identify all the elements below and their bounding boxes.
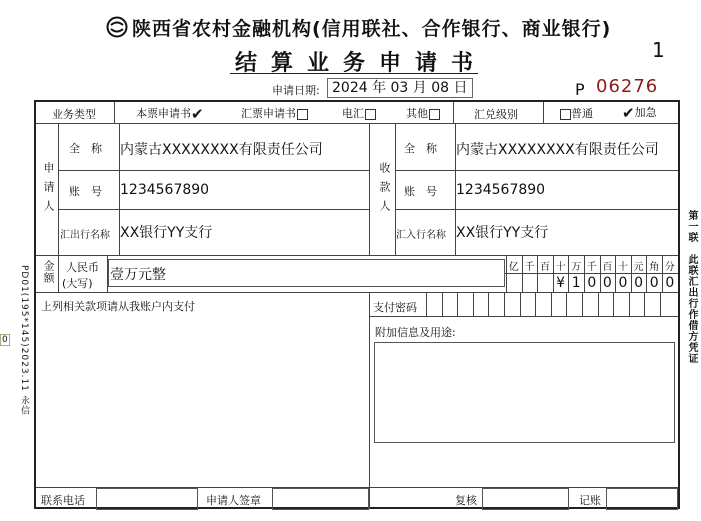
option-urgent[interactable]: ✔加急: [622, 104, 657, 122]
extra-info-label: 附加信息及用途:: [375, 326, 456, 339]
password-cell-divider: [629, 292, 630, 316]
password-cell-divider: [473, 292, 474, 316]
amount-unit-label: 亿: [508, 262, 519, 273]
checkmark-icon: ✔: [191, 105, 204, 123]
review-field[interactable]: [482, 488, 569, 510]
password-cell-divider: [457, 292, 458, 316]
amount-unit-label: 百: [539, 262, 550, 273]
applicant-side-label: 申请人: [42, 162, 55, 219]
contact-phone-field[interactable]: [96, 488, 198, 510]
password-cell-divider: [504, 292, 505, 316]
receive-bank-label: 汇入行名称: [396, 230, 446, 241]
amount-in-words: 壹万元整: [110, 267, 166, 283]
amount-unit-label: 分: [664, 262, 675, 273]
checkmark-icon: ✔: [622, 104, 635, 122]
applicant-name-label: 全 称: [69, 142, 102, 155]
password-cell-divider: [644, 292, 645, 316]
password-cell-divider: [426, 292, 427, 316]
amount-digit[interactable]: 0: [587, 275, 597, 291]
amount-unit-label: 十: [555, 262, 566, 273]
print-code: PD01(195*145)2023.11 永信: [19, 265, 29, 416]
copy-number: 1: [652, 38, 665, 62]
password-cell-divider: [551, 292, 552, 316]
serial-prefix: P: [575, 80, 585, 99]
amount-digit[interactable]: 0: [649, 275, 659, 291]
applicant-account-label: 账 号: [69, 185, 102, 198]
payee-account-label: 账 号: [404, 185, 437, 198]
remit-bank[interactable]: XX银行YY支行: [120, 225, 213, 241]
payee-account[interactable]: 1234567890: [456, 182, 546, 198]
application-form: [34, 100, 680, 509]
password-cell-divider: [520, 292, 521, 316]
apply-date-label: 申请日期:: [272, 84, 320, 97]
amount-unit-label: 元: [633, 262, 644, 273]
serial-number: 06276: [596, 76, 659, 97]
checkbox-icon: [429, 109, 440, 120]
title-underline: [230, 73, 478, 74]
amount-digit[interactable]: 0: [602, 275, 612, 291]
applicant-signature-label: 申请人签章: [206, 494, 261, 507]
receive-bank[interactable]: XX银行YY支行: [456, 225, 549, 241]
amount-digit[interactable]: 1: [571, 275, 581, 291]
password-cell-divider: [535, 292, 536, 316]
copy-purpose-note: 第一联 此联汇出行作借方凭证: [686, 210, 697, 364]
option-other[interactable]: 其他: [406, 105, 440, 121]
amount-unit-label: 百: [602, 262, 613, 273]
contact-phone-label: 联系电话: [41, 494, 85, 507]
org-title: 陕西省农村金融机构(信用联社、合作银行、商业银行): [132, 18, 612, 40]
applicant-signature-field[interactable]: [272, 488, 369, 510]
amount-unit-label: 千: [524, 262, 535, 273]
checkbox-icon: [365, 109, 376, 120]
amount-unit-label: 十: [617, 262, 628, 273]
password-cell-divider: [442, 292, 443, 316]
pay-from-account-note: 上列相关款项请从我账户内支付: [41, 300, 195, 313]
bookkeep-field[interactable]: [606, 488, 678, 510]
password-cell-divider: [660, 292, 661, 316]
remit-level-label: 汇兑级别: [474, 108, 518, 121]
remit-bank-label: 汇出行名称: [60, 230, 110, 241]
business-type-label: 业务类型: [52, 108, 96, 121]
password-cell-divider: [488, 292, 489, 316]
password-cell-divider: [582, 292, 583, 316]
amount-words-box[interactable]: [108, 259, 505, 287]
option-promissory-note[interactable]: 本票申请书✔: [136, 105, 204, 123]
review-label: 复核: [455, 494, 477, 507]
amount-label: 金额: [42, 260, 55, 284]
currency-label: 人民币: [66, 261, 99, 274]
form-title: 结算业务申请书: [235, 51, 488, 76]
checkbox-icon: [560, 109, 571, 120]
amount-digit[interactable]: 0: [634, 275, 644, 291]
amount-unit-label: 角: [649, 262, 660, 273]
amount-digit[interactable]: ¥: [556, 275, 566, 291]
upper-case-label: (大写): [62, 277, 93, 290]
amount-unit-label: 万: [571, 262, 582, 273]
amount-digit[interactable]: 0: [618, 275, 628, 291]
pay-password-label: 支付密码: [373, 301, 417, 314]
applicant-account[interactable]: 1234567890: [120, 182, 210, 198]
payee-name-label: 全 称: [404, 142, 437, 155]
payee-side-label: 收款人: [378, 162, 391, 219]
bank-logo-icon: [106, 16, 128, 38]
password-cell-divider: [613, 292, 614, 316]
amount-unit-label: 千: [586, 262, 597, 273]
amount-digit[interactable]: 0: [665, 275, 675, 291]
extra-info-box[interactable]: [374, 342, 675, 443]
option-normal[interactable]: 普通: [559, 105, 593, 121]
applicant-name[interactable]: 内蒙古XXXXXXXX有限责任公司: [120, 142, 323, 158]
option-draft[interactable]: 汇票申请书: [241, 105, 308, 121]
bookkeep-label: 记账: [579, 494, 601, 507]
password-cell-divider: [598, 292, 599, 316]
payee-name[interactable]: 内蒙古XXXXXXXX有限责任公司: [456, 142, 659, 158]
option-wire[interactable]: 电汇: [342, 105, 376, 121]
password-cell-divider: [566, 292, 567, 316]
edge-mark: 0: [2, 335, 8, 345]
apply-date-value[interactable]: 2024 年 03 月 08 日: [327, 78, 473, 98]
checkbox-icon: [297, 109, 308, 120]
